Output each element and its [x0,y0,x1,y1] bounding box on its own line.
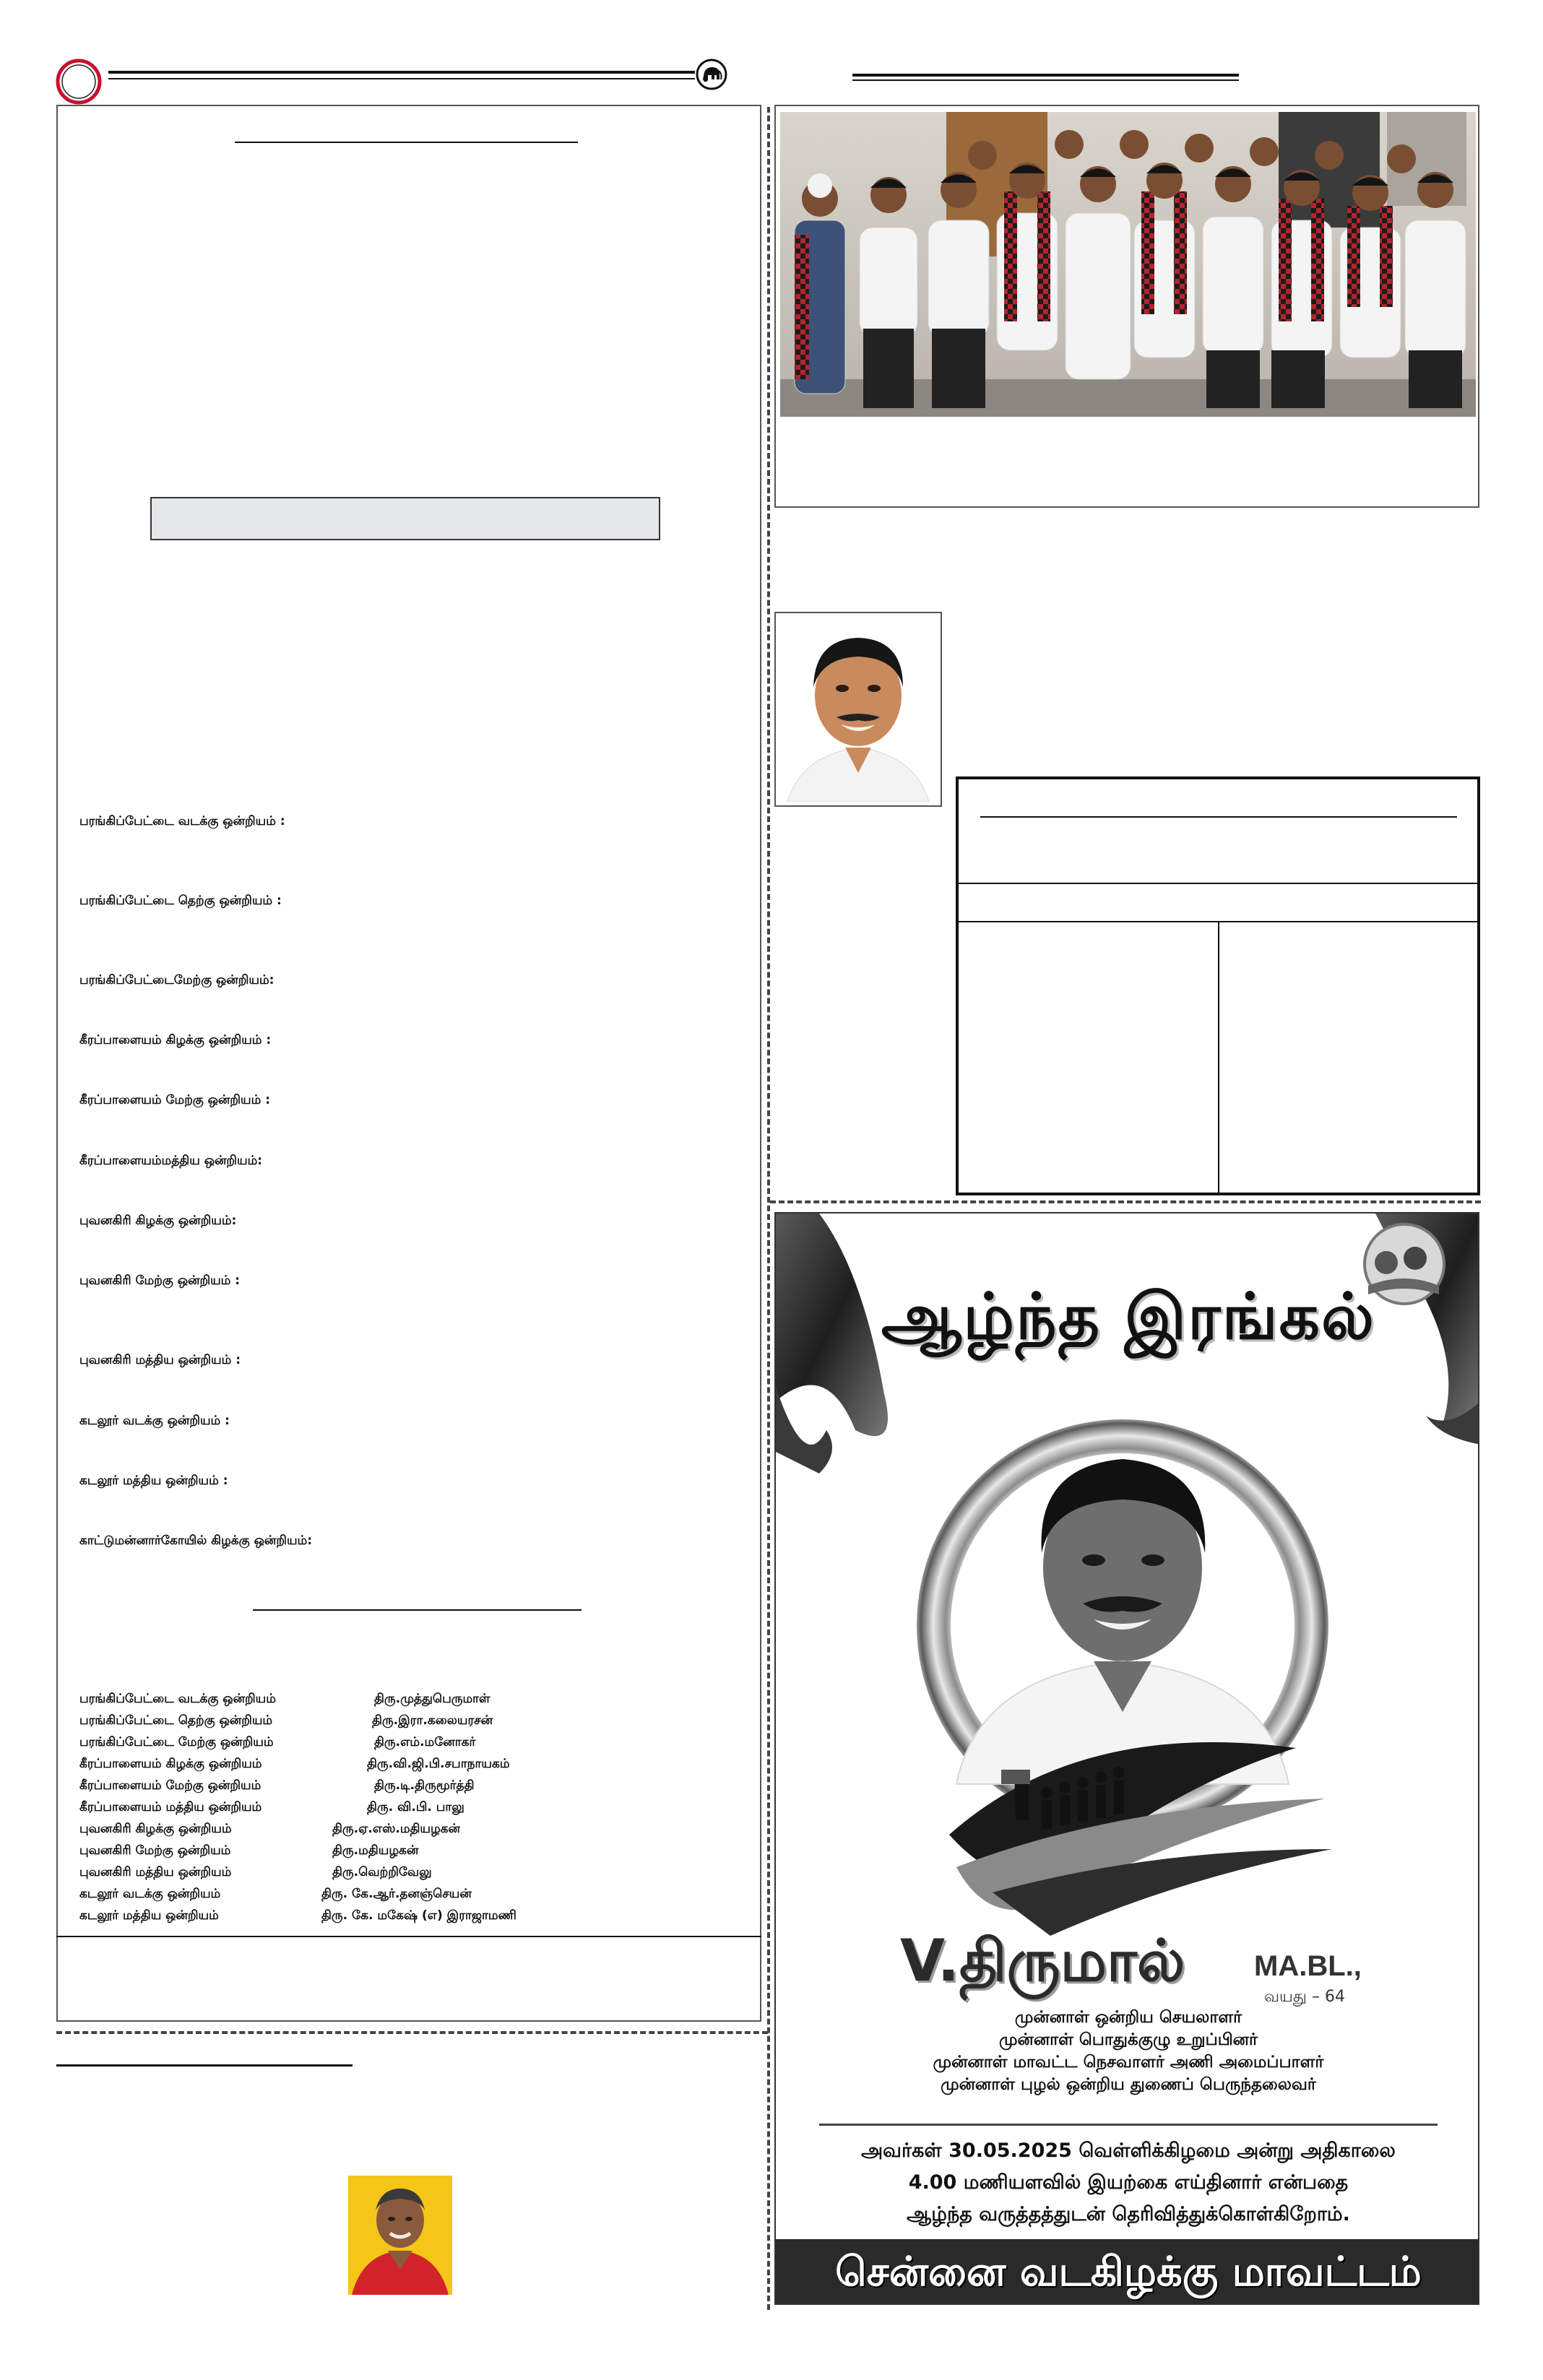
masthead-right-rule [852,74,1239,77]
info-box-column-divider [1218,922,1219,1193]
union-label: புவனகிரி கிழக்கு ஒன்றியம்: [79,1213,237,1228]
roster-union: கடலூர் மத்திய ஒன்றியம் [79,1908,219,1923]
roster-union: கீரப்பாளையம் மத்திய ஒன்றியம் [79,1800,262,1814]
roster-union: கீரப்பாளையம் கிழக்கு ஒன்றியம் [79,1757,262,1771]
masthead-rule-thin [108,78,695,79]
info-box-divider [959,883,1477,884]
obituary-ad [774,1212,1479,2305]
roster-name: திரு.முத்துபெருமாள் [374,1692,490,1706]
union-label: பரங்கிப்பேட்டை தெற்கு ஒன்றியம் : [79,893,282,908]
roster-name: திரு.ஏ.எஸ்.மதியழகன் [332,1822,461,1836]
roster-union: புவனகிரி மத்திய ஒன்றியம் [79,1865,232,1879]
roster-name: திரு.மதியழகன் [332,1843,419,1858]
left-article-box [56,105,761,2022]
obituary-headline: ஆழ்ந்த இரங்கல் [881,1278,1375,1354]
roster-union: பரங்கிப்பேட்டை தெற்கு ஒன்றியம் [79,1713,273,1728]
article-headline-rule [235,142,578,143]
roster-name: திரு.வி.ஜி.பி.சபாநாயகம் [367,1757,510,1771]
roster-name: திரு.வெற்றிவேலு [332,1865,432,1879]
condolence-message [776,2135,1479,2230]
group-photo [780,112,1476,417]
union-label: கீரப்பாளையம் மேற்கு ஒன்றியம் : [79,1093,271,1107]
roster-name: திரு. வி.பி. பாலு [367,1800,464,1814]
deceased-name: V.திருமால் [900,1927,1185,1994]
role-line: முன்னாள் பொதுக்குழு உறுப்பினர் [998,2030,1258,2049]
deceased-roles [776,2007,1479,2096]
roster-union: பரங்கிப்பேட்டை வடக்கு ஒன்றியம் [79,1692,276,1706]
union-label: கடலூர் வடக்கு ஒன்றியம் : [79,1414,230,1428]
roster-union: கீரப்பாளையம் மேற்கு ஒன்றியம் [79,1778,262,1793]
roster-name: திரு.இரா.கலையரசன் [372,1713,493,1728]
roster-name: திரு.எம்.மனோகர் [374,1735,476,1749]
union-label: கீரப்பாளையம்மத்திய ஒன்றியம்: [79,1154,263,1168]
union-label: புவனகிரி மேற்கு ஒன்றியம் : [79,1273,241,1288]
roster-union: புவனகிரி மேற்கு ஒன்றியம் [79,1843,231,1858]
roster-bottom-rule [56,1936,761,1937]
message-line: அவர்கள் 30.05.2025 வெள்ளிக்கிழமை அன்று அதிகாலை [861,2139,1396,2162]
roster-heading-rule [253,1609,582,1611]
leader-portrait-photo [780,618,936,802]
message-line: 4.00 மணியளவில் இயற்கை எய்தினார் என்பதை [908,2171,1349,2194]
union-label: பரங்கிப்பேட்டைமேற்கு ஒன்றியம்: [79,973,275,987]
roster-name: திரு. கே. மகேஷ் (எ) இராஜாமணி [321,1908,517,1923]
district-footer: சென்னை வடகிழக்கு மாவட்டம் [835,2249,1422,2295]
roster-union: கடலூர் வடக்கு ஒன்றியம் [79,1887,221,1901]
masthead-circle-icon [53,56,104,107]
union-label: காட்டுமன்னார்கோயில் கிழக்கு ஒன்றியம்: [79,1533,312,1548]
role-line: முன்னாள் ஒன்றிய செயலாளர் [1014,2008,1242,2027]
masthead-rule [108,71,695,74]
lower-article-headline-rule [56,2064,353,2067]
roster-name: திரு.டி.திருமூர்த்தி [374,1778,475,1793]
roster-name: திரு. கே.ஆர்.தனஞ்செயன் [321,1887,472,1901]
role-line: முன்னாள் புழல் ஒன்றிய துணைப் பெருந்தலைவர் [941,2075,1316,2094]
roster-union: புவனகிரி கிழக்கு ஒன்றியம் [79,1822,232,1836]
message-line: ஆழ்ந்த வருத்தத்துடன் தெரிவித்துக்கொள்கிறோம். [907,2203,1350,2225]
column-divider [767,107,770,2310]
left-section-divider [56,2031,768,2034]
deceased-degree: MA.BL., [1254,1950,1362,1982]
union-label: புவனகிரி மத்திய ஒன்றியம் : [79,1353,241,1367]
subheading-highlight-box [150,497,660,540]
union-label: கீரப்பாளையம் கிழக்கு ஒன்றியம் : [79,1033,272,1047]
union-label: பரங்கிப்பேட்டை வடக்கு ஒன்றியம் : [79,814,285,828]
union-label: கடலூர் மத்திய ஒன்றியம் : [79,1474,228,1488]
roster-union: பரங்கிப்பேட்டை மேற்கு ஒன்றியம் [79,1735,274,1749]
masthead-right-rule-thin [852,79,1239,81]
role-line: முன்னாள் மாவட்ட நெசவாளர் அணி அமைப்பாளர் [933,2053,1324,2072]
info-box-heading-rule [980,816,1457,818]
elephant-emblem-icon [695,58,728,91]
deceased-age: வயது – 64 [1264,1988,1345,2006]
right-section-divider [770,1200,1481,1203]
woman-portrait-photo [348,2176,452,2295]
